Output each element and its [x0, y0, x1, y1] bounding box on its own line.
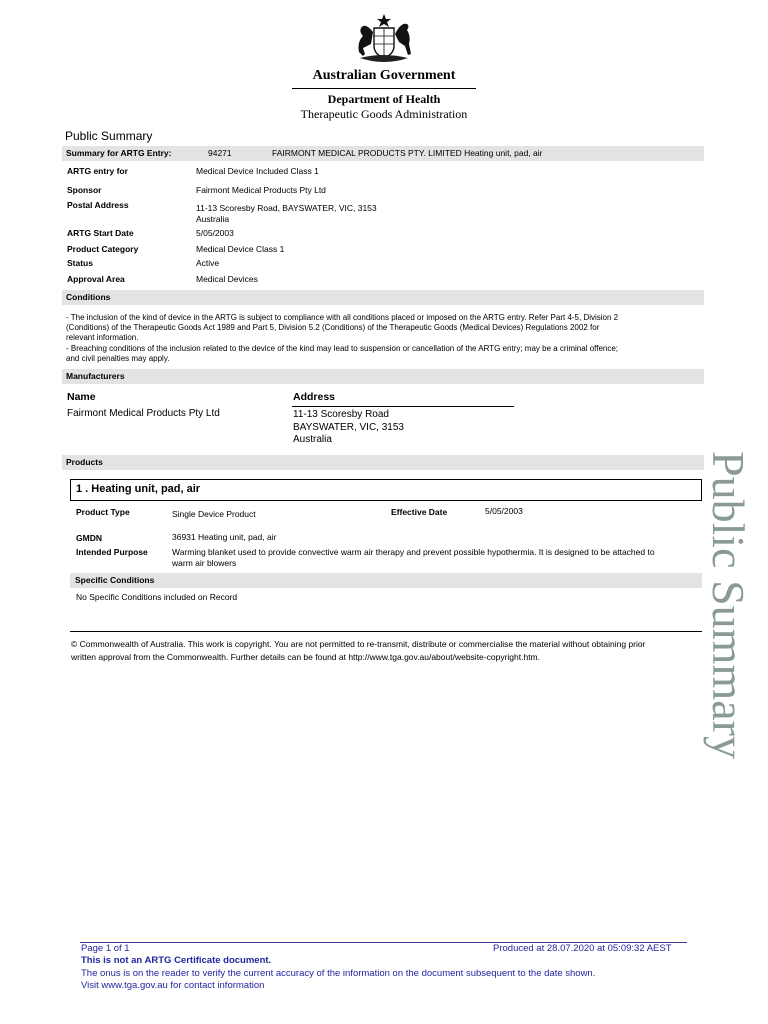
start-date-label: ARTG Start Date	[67, 228, 134, 238]
intended-purpose-value	[172, 547, 702, 568]
specific-conditions-value: No Specific Conditions included on Record	[76, 592, 238, 602]
conditions-text	[66, 313, 702, 364]
artg-entry-label: ARTG entry for	[67, 166, 128, 176]
product-category-value: Medical Device Class 1	[196, 244, 285, 254]
status-value: Active	[196, 258, 220, 268]
coat-of-arms-icon	[346, 12, 422, 66]
approval-area-label: Approval Area	[67, 274, 125, 284]
manufacturers-heading: Manufacturers	[66, 371, 125, 381]
public-summary-watermark: Public Summary	[703, 451, 754, 759]
products-heading: Products	[66, 457, 103, 467]
manufacturer-address-header: Address	[293, 391, 336, 403]
manufacturers-bar	[62, 369, 704, 384]
entry-number: 94271	[208, 148, 232, 158]
postal-address-line1: 11-13 Scoresby Road, BAYSWATER, VIC, 3153	[196, 203, 377, 213]
produced-timestamp: Produced at 28.07.2020 at 05:09:32 AEST	[493, 943, 672, 954]
postal-address-label: Postal Address	[67, 200, 129, 210]
sponsor-value: Fairmont Medical Products Pty Ltd	[196, 185, 326, 195]
product-category-label: Product Category	[67, 244, 139, 254]
effective-date-label: Effective Date	[391, 507, 448, 517]
manufacturer-address-line: 11-13 Scoresby Road	[293, 409, 389, 420]
start-date-value: 5/05/2003	[196, 228, 234, 238]
manufacturer-name: Fairmont Medical Products Pty Ltd	[67, 408, 220, 419]
conditions-bar	[62, 290, 704, 305]
copyright-line: © Commonwealth of Australia. This work is copyright. You are not permitted to re-transmit, distribute or commercialise the material without obtaining prior	[71, 639, 646, 649]
copyright-notice	[71, 638, 701, 664]
intended-purpose-line: warm air blowers	[172, 557, 237, 568]
conditions-line: - The inclusion of the kind of device in the ARTG is subject to compliance with all conditions placed or imposed on the ARTG entry. Refer Part 4-5, Division 2	[66, 313, 619, 322]
gmdn-label: GMDN	[76, 533, 102, 543]
product-type-value: Single Device Product	[172, 509, 256, 519]
summary-label: Summary for ARTG Entry:	[66, 148, 172, 158]
summary-bar	[62, 146, 704, 161]
conditions-line: - Breaching conditions of the inclusion related to the device of the kind may lead to suspension or cancellation of the ARTG entry; may be a criminal offence;	[66, 343, 619, 353]
header-divider	[292, 88, 476, 89]
sponsor-label: Sponsor	[67, 185, 102, 195]
contact-notice: Visit www.tga.gov.au for contact information	[81, 980, 265, 991]
specific-conditions-bar	[70, 573, 702, 588]
approval-area-value: Medical Devices	[196, 274, 258, 284]
onus-notice: The onus is on the reader to verify the current accuracy of the information on the document subsequent to the date shown.	[81, 968, 596, 979]
product-type-label: Product Type	[76, 507, 130, 517]
page-number: Page 1 of 1	[81, 943, 130, 954]
conditions-line: and civil penalties may apply.	[66, 353, 170, 363]
manufacturer-address	[293, 409, 404, 447]
gmdn-value: 36931 Heating unit, pad, air	[172, 532, 277, 542]
address-header-rule	[292, 406, 514, 407]
specific-conditions-heading: Specific Conditions	[75, 575, 155, 585]
conditions-heading: Conditions	[66, 292, 111, 302]
manufacturer-name-header: Name	[67, 391, 96, 403]
conditions-line: relevant information.	[66, 333, 139, 343]
department-title: Department of Health	[327, 92, 441, 106]
manufacturer-address-line: BAYSWATER, VIC, 3153	[293, 421, 404, 433]
government-title: Australian Government	[312, 68, 456, 83]
effective-date-value: 5/05/2003	[485, 506, 523, 516]
copyright-line: written approval from the Commonwealth. Further details can be found at http://www.tga.gov.au/about/website-copyright.htm.	[71, 652, 540, 662]
agency-title: Therapeutic Goods Administration	[300, 107, 468, 121]
not-certificate-notice: This is not an ARTG Certificate document.	[81, 955, 272, 966]
entry-title: FAIRMONT MEDICAL PRODUCTS PTY. LIMITED Heating unit, pad, air	[272, 148, 543, 158]
intended-purpose-line: Warming blanket used to provide convective warm air therapy and prevent possible hypothermia. It is designed to be attached to	[172, 547, 655, 557]
intended-purpose-label: Intended Purpose	[76, 547, 148, 557]
copyright-divider	[70, 631, 702, 632]
conditions-line: (Conditions) of the Therapeutic Goods Act 1989 and Part 5, Division 5.2 (Conditions) of the Therapeutic Goods (Medical Devices) Regulations 2002 for	[66, 323, 600, 333]
manufacturer-address-line: Australia	[293, 434, 332, 445]
products-bar	[62, 455, 704, 470]
product-title: 1 . Heating unit, pad, air	[76, 483, 201, 495]
document-title: Public Summary	[65, 129, 153, 143]
postal-address-line2: Australia	[196, 214, 230, 224]
artg-entry-value: Medical Device Included Class 1	[196, 166, 319, 176]
status-label: Status	[67, 258, 93, 268]
